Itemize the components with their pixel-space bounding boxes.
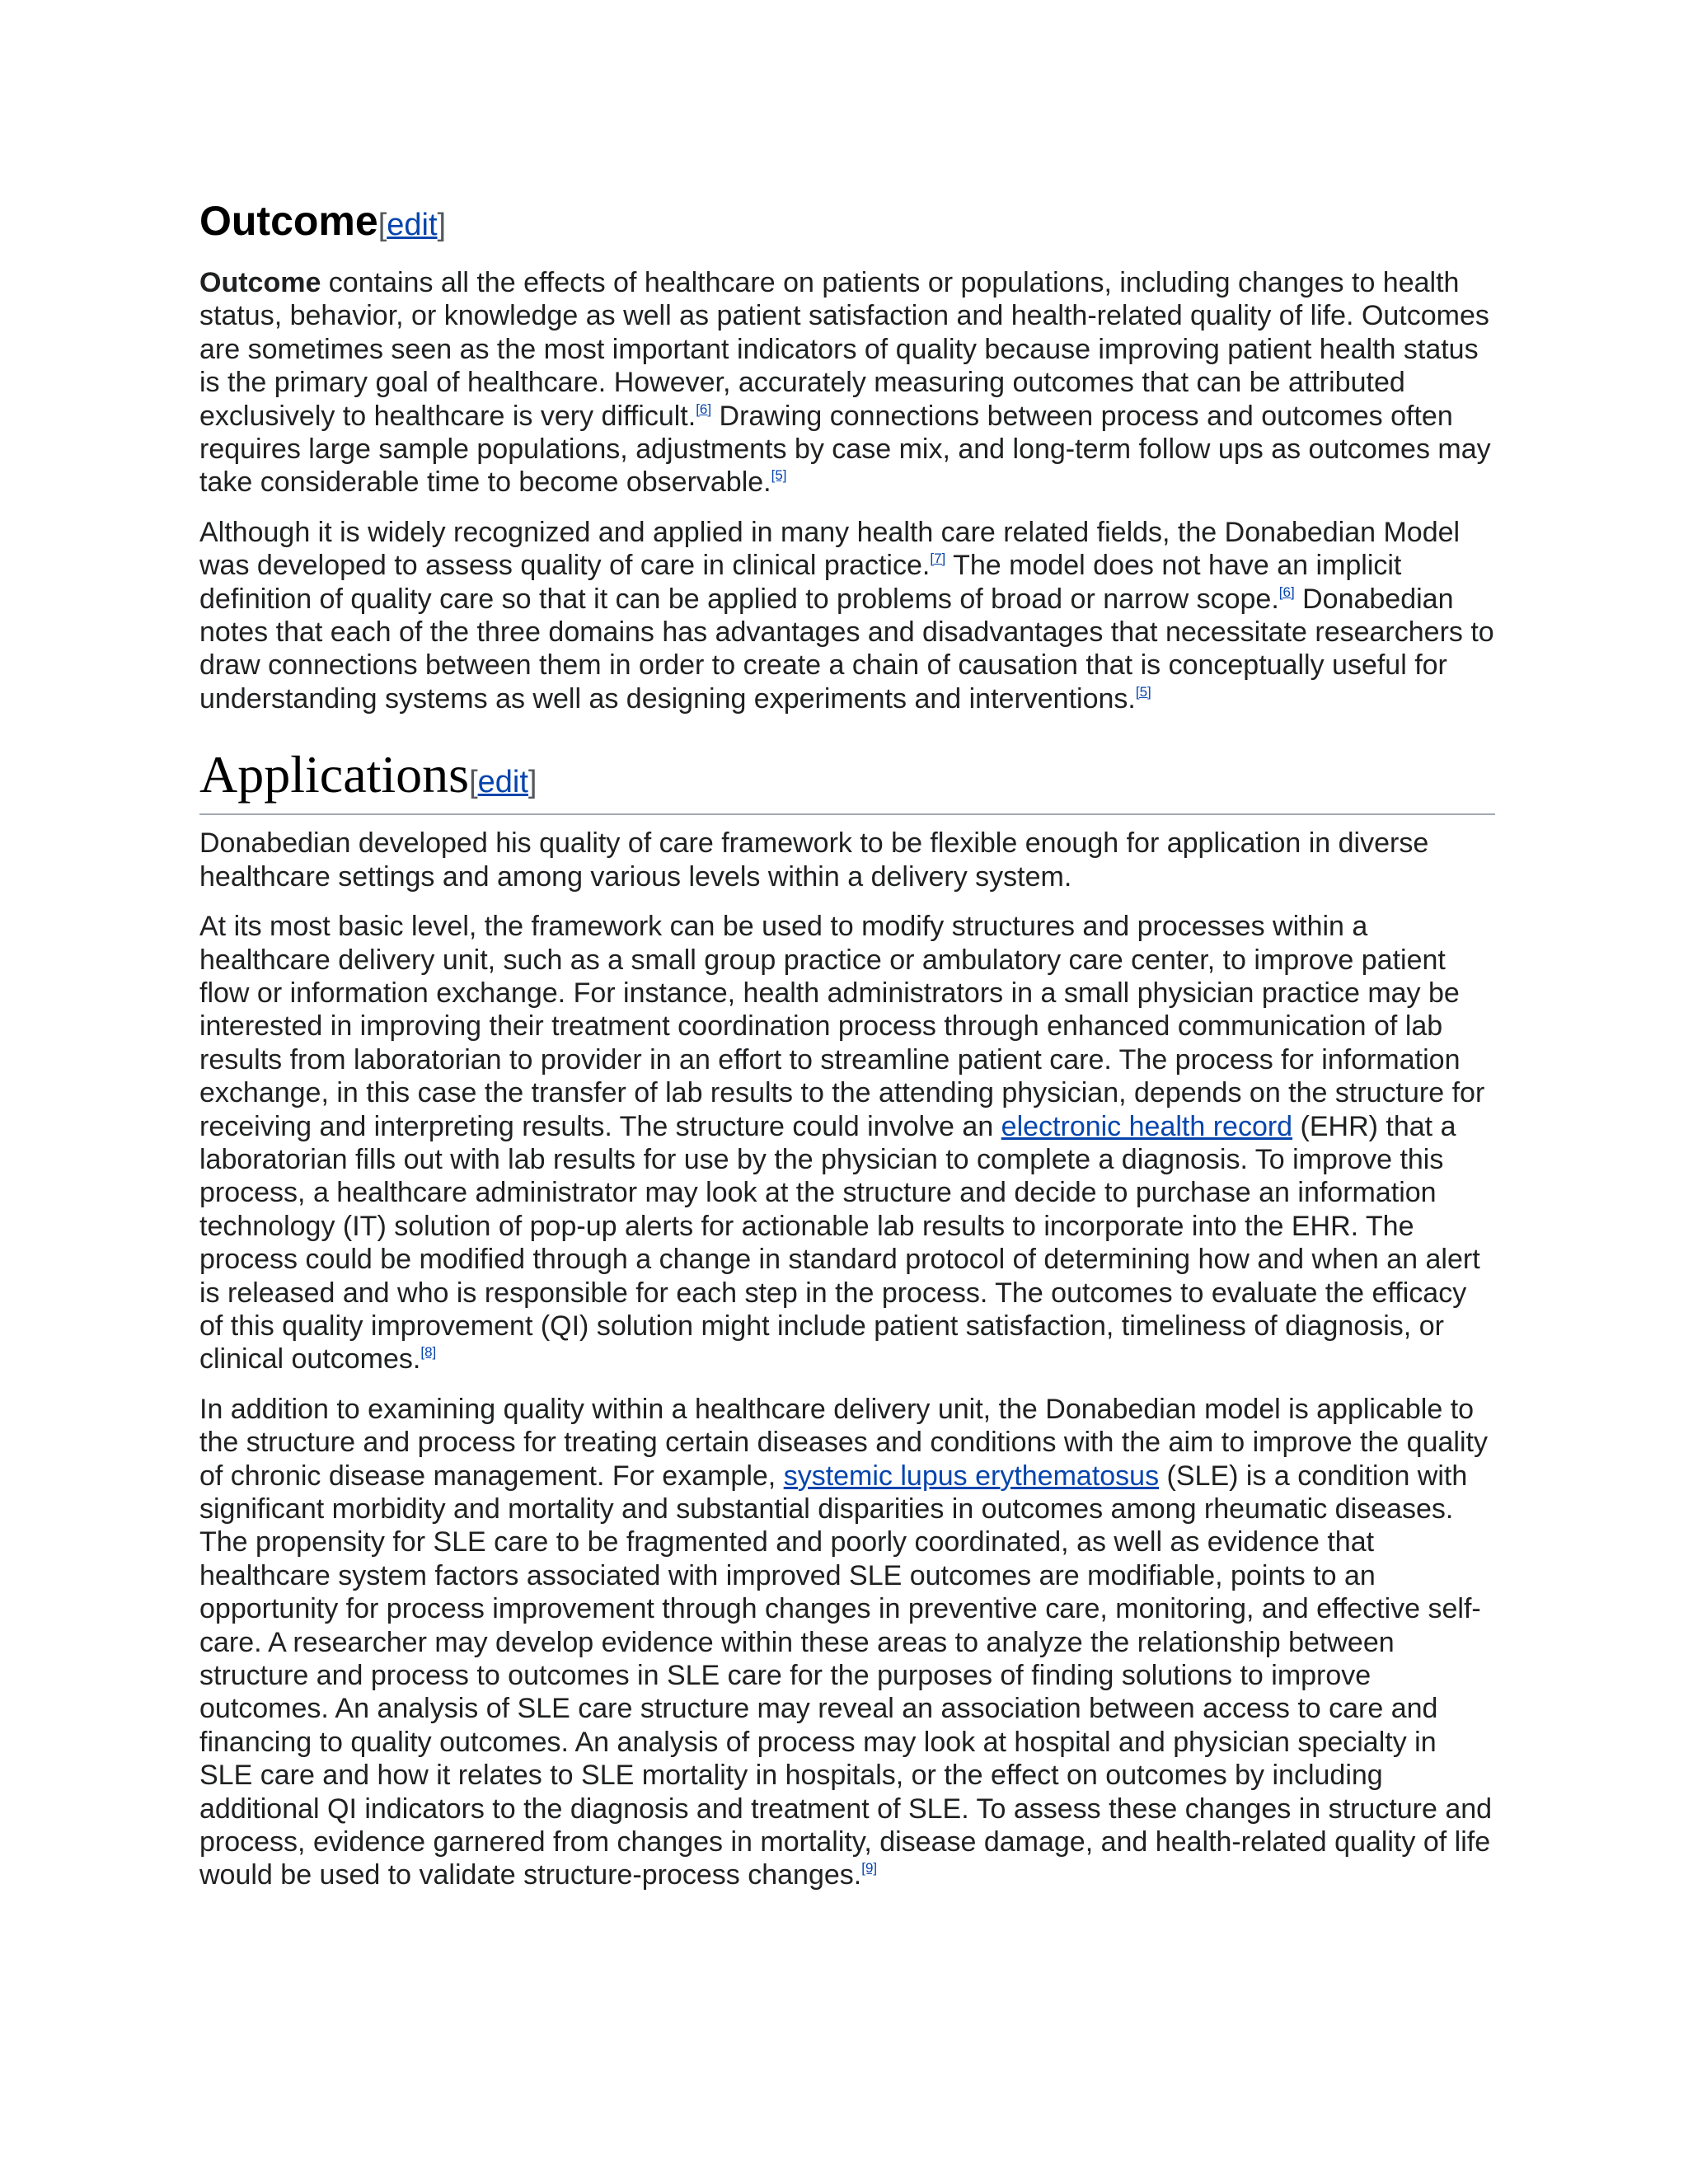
applications-p2-text-1: At its most basic level, the framework can be used to modify structures and processes within a healthcare delivery unit, such as a small group practice or ambulatory care center, to improve patient flow or information exchange. For instance, health administrators in a small physician practice may be interested in improving their treatment coordination process through enhanced communication of lab results from laboratorian to provider in an effort to streamline patient care. The process for information exchange, in this case the transfer of lab results to the attending physician, depends on the structure for receiving and interpreting results. The structure could involve an bbox=[199, 911, 1485, 1142]
outcome-p2-text-2: The model does not have an implicit definition of quality care so that it can be applied to problems of broad or narrow scope. bbox=[199, 550, 1402, 615]
applications-edit-section: [edit] bbox=[469, 765, 537, 800]
applications-paragraph-3 bbox=[199, 1393, 1495, 1892]
article-content bbox=[199, 191, 1495, 1909]
outcome-p2-text-1: Although it is widely recognized and applied in many health care related fields, the Donabedian Model was developed to assess quality of care in clinical practice. bbox=[199, 516, 1461, 582]
outcome-edit-link[interactable]: edit bbox=[387, 208, 438, 242]
applications-heading bbox=[199, 743, 1495, 815]
applications-paragraph-1: Donabedian developed his quality of care framework to be flexible enough for application in diverse healthcare settings and among various levels within a delivery system. bbox=[199, 827, 1429, 893]
citation-5-link[interactable]: [5] bbox=[1135, 683, 1151, 700]
applications-p3-text-1: In addition to examining quality within a healthcare delivery unit, the Donabedian model is applicable to the structure and process for treating certain diseases and conditions with the aim to improve the quality of chronic disease management. For example, bbox=[199, 1393, 1488, 1492]
citation-6-link[interactable]: [6] bbox=[1278, 583, 1295, 600]
citation-6 bbox=[696, 401, 711, 417]
applications-edit-link[interactable]: edit bbox=[477, 765, 528, 800]
outcome-p1-text-1: contains all the effects of healthcare on patients or populations, including changes to health status, behavior, or knowledge as well as patient satisfaction and health-related quality of life. Outcomes are sometimes seen as the most important indicators of quality because improving patient health status is the primary goal of healthcare. However, accurately measuring outcomes that can be attributed exclusively to healthcare is very difficult. bbox=[199, 267, 1489, 432]
applications-heading-text: Applications bbox=[199, 745, 470, 804]
outcome-p2-text-3: Donabedian notes that each of the three domains has advantages and disadvantages that necessitate researchers to draw connections between them in order to create a chain of causation that is conceptually useful for understanding systems as well as designing experiments and interventions. bbox=[199, 583, 1494, 715]
systemic-lupus-erythematosus-link[interactable]: systemic lupus erythematosus bbox=[783, 1460, 1160, 1492]
citation-6 bbox=[1279, 584, 1295, 600]
citation-8-link[interactable]: [8] bbox=[420, 1344, 437, 1361]
outcome-heading-text: Outcome bbox=[199, 198, 378, 244]
outcome-heading bbox=[199, 191, 1495, 255]
citation-9 bbox=[861, 1860, 877, 1876]
outcome-paragraph-1 bbox=[199, 266, 1495, 499]
electronic-health-record-link[interactable]: electronic health record bbox=[1001, 1110, 1293, 1142]
applications-paragraph-2 bbox=[199, 910, 1495, 1376]
outcome-paragraph-2 bbox=[199, 516, 1495, 715]
applications-p3-text-2: (SLE) is a condition with significant morbidity and mortality and substantial disparities in outcomes among rheumatic diseases. The propensity for SLE care to be fragmented and poorly coordinated, as well as evidence that healthcare system factors associated with improved SLE outcomes are modifiable, points to an opportunity for process improvement through changes in preventive care, monitoring, and effective self-care. A researcher may develop evidence within these areas to analyze the relationship between structure and process to outcomes in SLE care for the purposes of finding solutions to improve outcomes. An analysis of SLE care structure may reveal an association between access to care and financing to quality outcomes. An analysis of process may look at hospital and physician specialty in SLE care and how it relates to SLE mortality in hospitals, or the effect on outcomes by including additional QI indicators to the diagnosis and treatment of SLE. To assess these changes in structure and process, evidence garnered from changes in mortality, disease damage, and health-related quality of life would be used to validate structure-process changes. bbox=[199, 1460, 1493, 1891]
citation-9-link[interactable]: [9] bbox=[861, 1860, 878, 1877]
citation-7-link[interactable]: [7] bbox=[930, 551, 946, 567]
applications-p2-text-2: (EHR) that a laboratorian fills out with lab results for use by the physician to complete a diagnosis. To improve this process, a healthcare administrator may look at the structure and decide to purchase an information technology (IT) solution of pop-up alerts for actionable lab results to incorporate into the EHR. The process could be modified through a change in standard protocol of determining how and when an alert is released and who is responsible for each step in the process. The outcomes to evaluate the efficacy of this quality improvement (QI) solution might include patient satisfaction, timeliness of diagnosis, or clinical outcomes. bbox=[199, 1110, 1480, 1376]
citation-8 bbox=[420, 1344, 436, 1360]
outcome-term: Outcome bbox=[199, 267, 321, 298]
outcome-p1-text-2: Drawing connections between process and outcomes often requires large sample populations, adjustments by case mix, and long-term follow ups as outcomes may take considerable time to become observable. bbox=[199, 400, 1491, 499]
outcome-edit-section: [edit] bbox=[377, 208, 447, 242]
citation-6-link[interactable]: [6] bbox=[696, 401, 712, 417]
citation-5 bbox=[1136, 684, 1151, 700]
citation-5-link[interactable]: [5] bbox=[771, 467, 787, 484]
citation-7 bbox=[930, 551, 945, 566]
citation-5 bbox=[771, 467, 787, 483]
